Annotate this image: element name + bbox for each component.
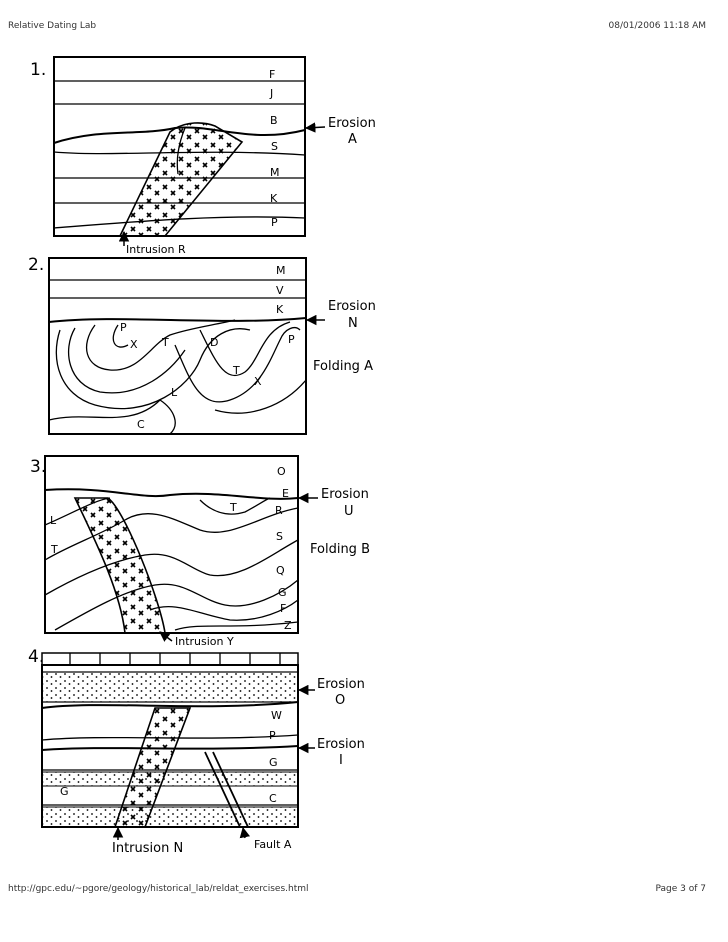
folding-a-label: Folding A	[313, 359, 373, 374]
folding-b-label: Folding B	[310, 542, 370, 557]
left-label: T	[51, 543, 58, 556]
layer-label: S	[276, 530, 283, 543]
diagram-1	[30, 57, 376, 256]
diagram-4-number: 4.	[28, 647, 45, 667]
page-footer-url: http://gpc.edu/~pgore/geology/historical_lab/reldat_exercises.html	[8, 884, 309, 894]
diagram-2	[28, 255, 376, 434]
intrusion-r-label: Intrusion R	[126, 243, 186, 256]
sandstone-upper-layer	[42, 672, 298, 702]
layer-label: M	[276, 264, 286, 277]
erosion-n-surface	[49, 318, 306, 322]
fold-label: X	[130, 338, 138, 351]
layer-label: Q	[276, 564, 285, 577]
fold-label: T	[230, 501, 237, 514]
fold-label: T	[233, 364, 240, 377]
layer-label: M	[270, 166, 280, 179]
intrusion-y-body	[75, 498, 165, 633]
fold-label: P	[288, 333, 295, 346]
fold-label: L	[171, 386, 178, 399]
fault-a-label: Fault A	[254, 838, 292, 851]
diagram-3	[30, 456, 370, 648]
fold-label: T	[162, 336, 169, 349]
erosion-o-id: O	[335, 693, 346, 708]
intrusion-n-label: Intrusion N	[112, 841, 184, 856]
erosion-i-id: I	[339, 753, 343, 768]
erosion-u-label: Erosion	[321, 487, 369, 502]
layer-label: G	[269, 756, 278, 769]
erosion-a-id: A	[348, 132, 357, 147]
brick-top-layer	[42, 653, 298, 665]
layer-label: O	[277, 465, 286, 478]
fold-label: X	[254, 375, 262, 388]
layer-label: F	[280, 602, 287, 615]
page-footer-page-number: Page 3 of 7	[655, 884, 706, 894]
erosion-n-id: N	[348, 316, 358, 331]
page-header-title: Relative Dating Lab	[8, 21, 97, 31]
intrusion-y-label: Intrusion Y	[175, 635, 234, 648]
layer-label: W	[271, 709, 282, 722]
layer-label: C	[269, 792, 277, 805]
layer-label: R	[275, 504, 283, 517]
diagram-4	[28, 647, 365, 856]
layer-label: J	[270, 87, 274, 100]
layer-label: E	[282, 487, 289, 500]
layer-label: V	[276, 284, 284, 297]
erosion-o-surface	[42, 702, 298, 708]
fold-label: D	[210, 336, 219, 349]
layer-label: S	[271, 140, 278, 153]
erosion-n-label: Erosion	[328, 299, 376, 314]
sandstone-mid-layer	[42, 772, 298, 786]
diagram-1-number: 1.	[30, 60, 47, 80]
erosion-a-label: Erosion	[328, 116, 376, 131]
layer-label: Z	[284, 619, 292, 632]
erosion-i-label: Erosion	[317, 737, 365, 752]
diagram-2-number: 2.	[28, 255, 45, 275]
erosion-o-label: Erosion	[317, 677, 365, 692]
layer-label: G	[278, 586, 287, 599]
erosion-u-id: U	[344, 504, 354, 519]
left-label: L	[50, 514, 57, 527]
layer-label: B	[270, 114, 278, 127]
sandstone-bottom-layer	[42, 807, 298, 827]
layer-label: P	[269, 729, 276, 742]
layer-label: P	[271, 216, 278, 229]
fold-label: P	[120, 321, 127, 334]
layer-label: K	[270, 192, 278, 205]
diagram-3-number: 3.	[30, 457, 47, 477]
layer-label: F	[269, 68, 276, 81]
left-label: G	[60, 785, 69, 798]
layer-label: K	[276, 303, 284, 316]
fold-label: C	[137, 418, 145, 431]
page-header-datetime: 08/01/2006 11:18 AM	[608, 21, 706, 31]
